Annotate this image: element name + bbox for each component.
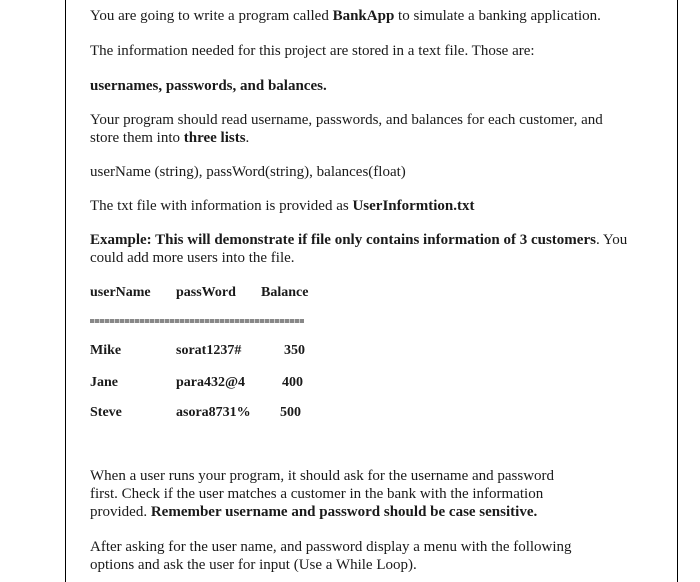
table-cell: 350	[284, 343, 305, 358]
fields-heading-text: usernames, passwords, and balances.	[90, 78, 327, 94]
table-cell: Jane	[90, 375, 118, 390]
file-text: The txt file with information is provided as	[90, 198, 353, 214]
table-cell: Mike	[90, 343, 122, 358]
login-line2: first. Check if the user matches a customer in the bank with the information	[90, 486, 544, 502]
table-header: userName	[90, 285, 151, 300]
three-lists-text: three lists	[183, 130, 246, 146]
read-paragraph-line1: Your program should read username, passwords, and balances for each customer, and	[90, 112, 603, 128]
example-line1	[90, 231, 627, 249]
table-header: passWord	[176, 285, 236, 300]
fields-heading	[90, 77, 327, 95]
read-paragraph-line2	[90, 129, 249, 147]
menu-line1: After asking for the user name, and password display a menu with the following	[90, 539, 572, 555]
table-cell: sorat1237#	[176, 343, 242, 358]
read-text: store them into	[90, 130, 184, 146]
read-text-end: .	[245, 130, 250, 146]
table-cell: Steve	[90, 405, 122, 420]
login-text: provided.	[90, 504, 151, 520]
table-header: Balance	[261, 285, 309, 300]
page-right-edge	[677, 0, 678, 582]
intro-text: You are going to write a program called	[90, 8, 333, 24]
intro-text-end: to simulate a banking application.	[394, 8, 601, 24]
file-paragraph	[90, 197, 475, 215]
intro-paragraph	[90, 7, 601, 25]
table-divider	[90, 319, 304, 323]
table-cell: asora8731%	[176, 405, 251, 420]
table-cell: para432@4	[176, 375, 246, 390]
page-left-edge	[65, 0, 66, 582]
info-paragraph: The information needed for this project are stored in a text file. Those are:	[90, 43, 535, 59]
example-bold-text: Example: This will demonstrate if file only contains information of 3 customers	[90, 232, 596, 248]
menu-line2: options and ask the user for input (Use a While Loop).	[90, 557, 417, 573]
case-sensitive-note: Remember username and password should be case sensitive.	[150, 504, 538, 520]
program-name: BankApp	[332, 8, 395, 24]
example-text-end: . You	[595, 232, 628, 248]
login-line1: When a user runs your program, it should ask for the username and password	[90, 468, 555, 484]
login-line3	[90, 503, 537, 521]
example-line2: could add more users into the file.	[90, 250, 295, 266]
table-cell: 400	[282, 375, 303, 390]
table-cell: 500	[280, 405, 301, 420]
file-name: UserInformtion.txt	[352, 198, 475, 214]
types-line: userName (string), passWord(string), balances(float)	[90, 164, 406, 180]
